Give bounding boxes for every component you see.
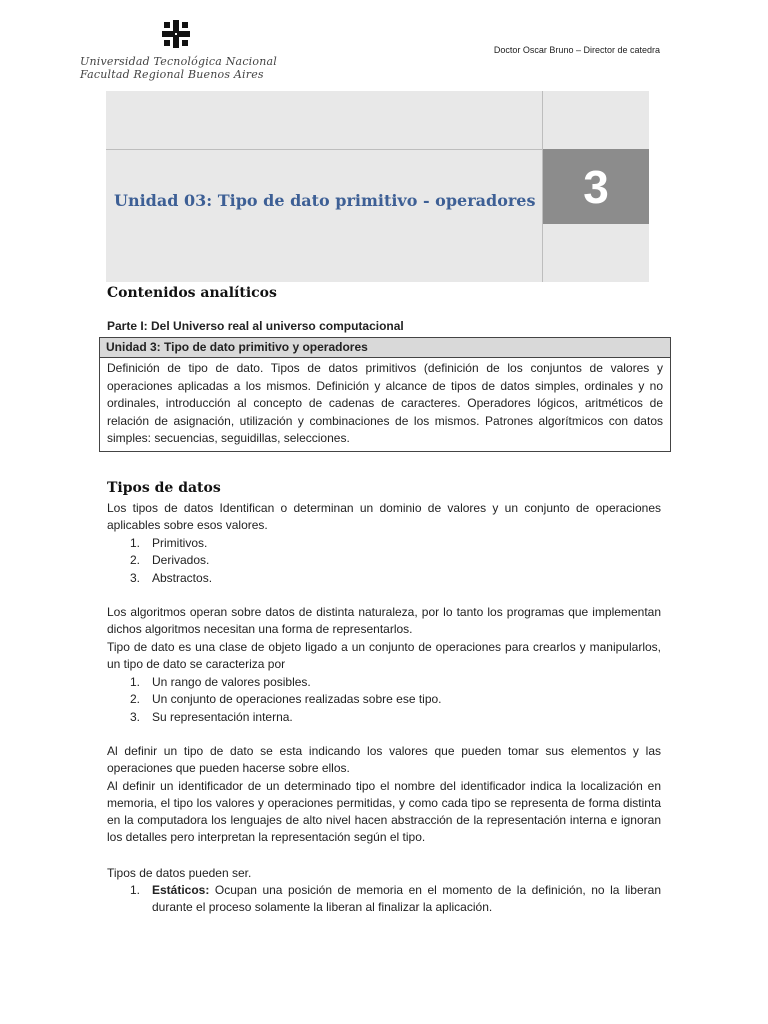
list-type-kinds: [130, 882, 661, 917]
identifier-text: Al definir un identificador de un determinado tipo el nombre del identificador indica la localización en memoria, el tipo los valores y operaciones permitidas, y como cada tipo se representa de forma distinta en la computadora los lenguajes de alto nivel hacen abstracción de la representación interna e ignoran los detalles pero interpretan la representación según el tipo.: [107, 778, 661, 845]
part-heading: Parte I: Del Universo real al universo computacional: [107, 319, 404, 333]
paragraph-algorithms: [107, 604, 661, 673]
list-data-type-characteristics: [130, 674, 442, 726]
list-item: 1. Primitivos.: [130, 536, 208, 550]
university-logo: [80, 18, 277, 84]
unit-summary-table: [99, 337, 671, 452]
table-header: Unidad 3: Tipo de dato primitivo y operadores: [100, 338, 670, 358]
logo-faculty-name: Facultad Regional Buenos Aires: [80, 68, 264, 81]
unit-banner: [106, 91, 649, 282]
utn-emblem-icon: [162, 20, 190, 48]
intro-text: Los tipos de datos Identifican o determinan un dominio de valores y un conjunto de operaciones aplicables sobre esos valores.: [107, 501, 661, 533]
defining-type-text: Al definir un tipo de dato se esta indicando los valores que pueden tomar sus elementos y las operaciones que pueden hacerse sobre ellos.: [107, 744, 661, 776]
unit-title: Unidad 03: Tipo de dato primitivo - operadores: [114, 191, 536, 210]
paragraph-intro: [107, 500, 661, 535]
contents-heading: Contenidos analíticos: [107, 285, 277, 301]
type-kinds-text: Tipos de datos pueden ser.: [107, 866, 252, 880]
table-body: Definición de tipo de dato. Tipos de datos primitivos (definición de los conjuntos de valores y operaciones aplicadas a los mismos. Definición y alcance de tipos de datos simples, ordinales y no ordinales, introducción al concepto de cadenas de caracteres. Operadores lógicos, aritméticos de relación de asignación, utilización y combinaciones de los mismos. Patrones algorítmicos con datos simples: secuencias, seguidillas, selecciones.: [107, 361, 663, 445]
list-item: 1. Estáticos: Ocupan una posición de memoria en el momento de la definición, no la liberan durante el proceso solamente la liberan al finalizar la aplicación.: [130, 883, 661, 915]
section-heading: Tipos de datos: [107, 480, 221, 496]
algorithms-text: Los algoritmos operan sobre datos de distinta naturaleza, por lo tanto los programas que implementan dichos algoritmos necesitan una forma de representarlos.: [107, 605, 661, 637]
term-static: Estáticos:: [152, 883, 210, 897]
list-type-categories: [130, 535, 212, 587]
list-item: 3. Abstractos.: [130, 570, 213, 585]
list-item: 2. Un conjunto de operaciones realizadas sobre ese tipo.: [130, 692, 442, 707]
logo-university-name: Universidad Tecnológica Nacional: [80, 55, 277, 68]
list-item: 1. Un rango de valores posibles.: [130, 675, 311, 689]
author-header: Doctor Oscar Bruno – Director de catedra: [493, 45, 660, 55]
paragraph-type-kinds: [107, 865, 661, 882]
data-type-definition-text: Tipo de dato es una clase de objeto ligado a un conjunto de operaciones para crearlos y manipularlos, un tipo de dato se caracteriza por: [107, 639, 661, 671]
paragraph-defining-types: [107, 743, 661, 847]
term-static-description: Ocupan una posición de memoria en el momento de la definición, no la liberan durante el proceso solamente la liberan al finalizar la aplicación.: [152, 883, 661, 915]
unit-number-badge: 3: [543, 149, 649, 224]
list-item: 2. Derivados.: [130, 553, 210, 568]
list-item: 3. Su representación interna.: [130, 709, 293, 724]
